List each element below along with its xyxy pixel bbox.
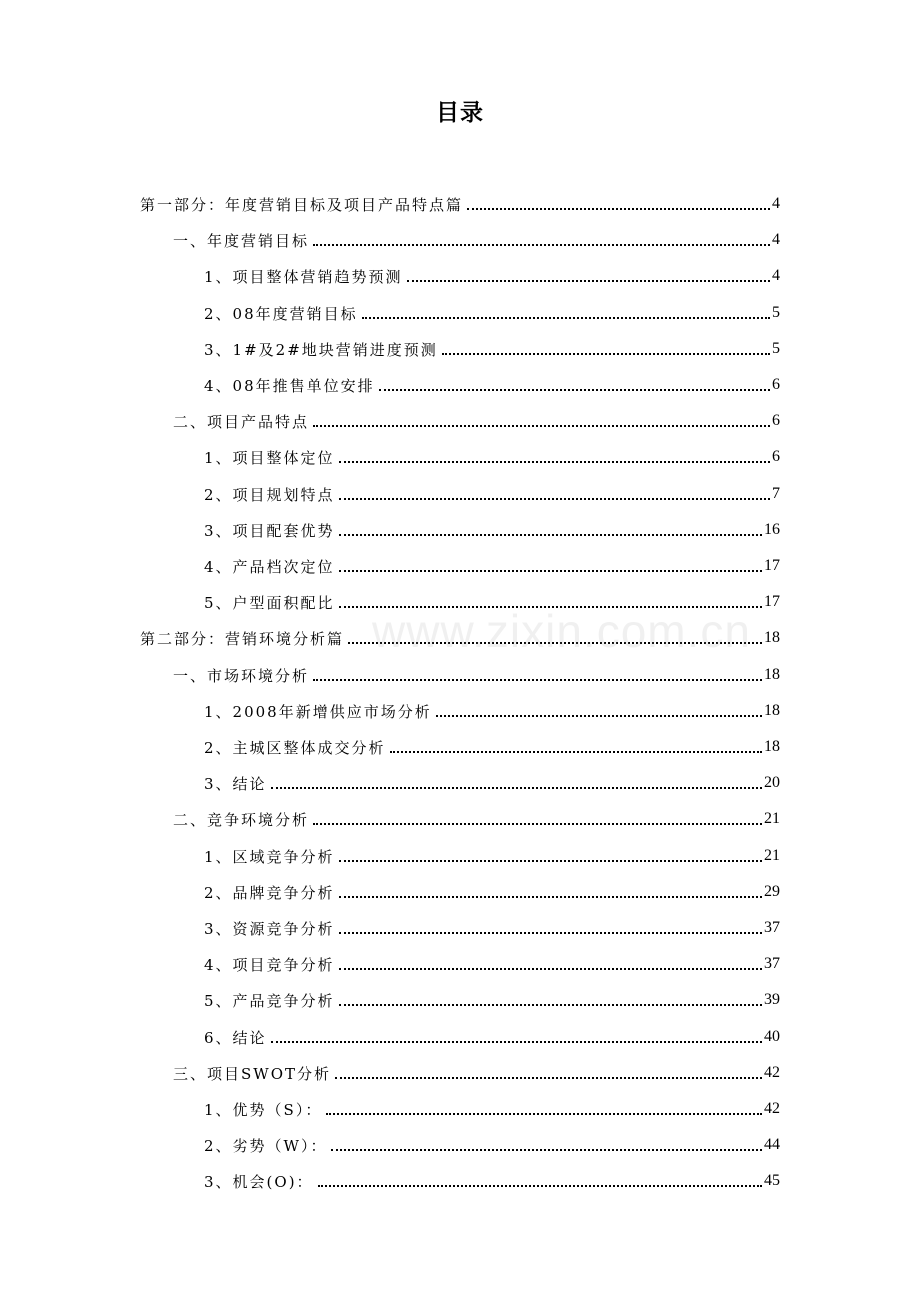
toc-page-number: 18 bbox=[764, 666, 780, 683]
toc-entry-label: 1、区域竞争分析 bbox=[204, 847, 335, 866]
toc-dot-leader bbox=[339, 932, 762, 934]
toc-entry[interactable] bbox=[204, 946, 780, 982]
toc-entry[interactable] bbox=[173, 1055, 780, 1091]
toc-entry[interactable] bbox=[204, 729, 780, 765]
toc-entry[interactable] bbox=[204, 476, 780, 512]
toc-page-number: 18 bbox=[764, 702, 780, 719]
toc-entry[interactable] bbox=[204, 258, 780, 294]
toc-dot-leader bbox=[339, 968, 762, 970]
toc-dot-leader bbox=[335, 1077, 762, 1079]
toc-entry-label: 2、主城区整体成交分析 bbox=[204, 738, 386, 757]
toc-dot-leader bbox=[467, 208, 770, 210]
toc-dot-leader bbox=[271, 1041, 762, 1043]
toc-page-number: 16 bbox=[764, 521, 780, 538]
toc-dot-leader bbox=[318, 1185, 762, 1187]
toc-entry-label: 4、08年推售单位安排 bbox=[204, 376, 375, 395]
toc-entry[interactable] bbox=[204, 1091, 780, 1127]
toc-dot-leader bbox=[313, 425, 770, 427]
toc-dot-leader bbox=[339, 534, 762, 536]
toc-entry-label: 一、市场环境分析 bbox=[173, 666, 310, 685]
toc-page-number: 4 bbox=[772, 231, 780, 248]
toc-page-number: 7 bbox=[772, 485, 780, 502]
toc-page-number: 39 bbox=[764, 991, 780, 1008]
toc-entry[interactable] bbox=[204, 295, 780, 331]
toc-entry-label: 1、项目整体定位 bbox=[204, 448, 335, 467]
toc-entry-label: 第二部分：营销环境分析篇 bbox=[140, 629, 345, 648]
toc-page-number: 42 bbox=[764, 1064, 780, 1081]
toc-page-number: 4 bbox=[772, 267, 780, 284]
toc-page-number: 21 bbox=[764, 847, 780, 864]
toc-entry[interactable] bbox=[204, 584, 780, 620]
toc-entry[interactable] bbox=[204, 874, 780, 910]
toc-entry[interactable] bbox=[204, 512, 780, 548]
toc-entry[interactable] bbox=[173, 801, 780, 837]
toc-page-number: 18 bbox=[764, 738, 780, 755]
toc-entry[interactable] bbox=[204, 693, 780, 729]
toc-entry-label: 6、结论 bbox=[204, 1028, 267, 1047]
toc-page-number: 44 bbox=[764, 1136, 780, 1153]
toc-dot-leader bbox=[313, 823, 762, 825]
toc-page-number: 5 bbox=[772, 304, 780, 321]
toc-dot-leader bbox=[331, 1149, 762, 1151]
toc-entry[interactable] bbox=[204, 910, 780, 946]
toc-dot-leader bbox=[339, 896, 762, 898]
toc-page-number: 5 bbox=[772, 340, 780, 357]
toc-entry[interactable] bbox=[204, 838, 780, 874]
toc-entry-label: 1、2008年新增供应市场分析 bbox=[204, 702, 432, 721]
toc-entry-label: 第一部分：年度营销目标及项目产品特点篇 bbox=[140, 195, 464, 214]
toc-dot-leader bbox=[271, 787, 762, 789]
toc-entry[interactable] bbox=[173, 657, 780, 693]
toc-entry[interactable] bbox=[140, 186, 780, 222]
toc-entry-label: 2、劣势（W）： bbox=[204, 1136, 328, 1155]
toc-entry-label: 三、项目SWOT分析 bbox=[173, 1064, 331, 1083]
toc-entry-label: 二、项目产品特点 bbox=[173, 412, 310, 431]
toc-entry-label: 3、资源竞争分析 bbox=[204, 919, 335, 938]
toc-dot-leader bbox=[313, 244, 770, 246]
toc-entry[interactable] bbox=[204, 1019, 780, 1055]
toc-page-number: 45 bbox=[764, 1172, 780, 1189]
toc-dot-leader bbox=[390, 751, 762, 753]
toc-entry[interactable] bbox=[204, 1127, 780, 1163]
toc-page-number: 17 bbox=[764, 557, 780, 574]
toc-page-number: 37 bbox=[764, 955, 780, 972]
toc-page-number: 6 bbox=[772, 448, 780, 465]
toc-page-number: 20 bbox=[764, 774, 780, 791]
toc-dot-leader bbox=[407, 280, 770, 282]
toc-page-number: 42 bbox=[764, 1100, 780, 1117]
toc-entry-label: 一、年度营销目标 bbox=[173, 231, 310, 250]
toc-entry-label: 4、产品档次定位 bbox=[204, 557, 335, 576]
toc-dot-leader bbox=[379, 389, 770, 391]
toc-entry-label: 1、优势（S）： bbox=[204, 1100, 323, 1119]
toc-entry-label: 3、1#及2#地块营销进度预测 bbox=[204, 340, 438, 359]
toc-entry[interactable] bbox=[204, 1163, 780, 1199]
toc-entry[interactable] bbox=[173, 222, 780, 258]
toc-dot-leader bbox=[339, 1004, 762, 1006]
page-title: 目录 bbox=[436, 100, 484, 126]
toc-page-number: 21 bbox=[764, 810, 780, 827]
toc-page-number: 40 bbox=[764, 1028, 780, 1045]
toc-dot-leader bbox=[436, 715, 762, 717]
toc-entry[interactable] bbox=[204, 982, 780, 1018]
toc-entry-label: 二、竞争环境分析 bbox=[173, 810, 310, 829]
toc-entry-label: 5、产品竞争分析 bbox=[204, 991, 335, 1010]
toc-dot-leader bbox=[339, 860, 762, 862]
toc-entry[interactable] bbox=[204, 367, 780, 403]
toc-entry-label: 2、品牌竞争分析 bbox=[204, 883, 335, 902]
toc-entry-label: 2、项目规划特点 bbox=[204, 485, 335, 504]
toc-dot-leader bbox=[326, 1113, 762, 1115]
toc-page-number: 4 bbox=[772, 195, 780, 212]
toc-dot-leader bbox=[339, 570, 762, 572]
toc-entry[interactable] bbox=[173, 403, 780, 439]
toc-dot-leader bbox=[339, 606, 762, 608]
toc-entry-label: 2、08年度营销目标 bbox=[204, 304, 358, 323]
toc-dot-leader bbox=[348, 642, 762, 644]
toc-entry[interactable] bbox=[204, 548, 780, 584]
toc-dot-leader bbox=[442, 353, 770, 355]
toc-page-number: 6 bbox=[772, 376, 780, 393]
toc-dot-leader bbox=[362, 317, 770, 319]
toc-entry-label: 3、结论 bbox=[204, 774, 267, 793]
toc-page-number: 37 bbox=[764, 919, 780, 936]
toc-dot-leader bbox=[339, 498, 770, 500]
toc-page-number: 18 bbox=[764, 629, 780, 646]
toc-entry-label: 1、项目整体营销趋势预测 bbox=[204, 267, 403, 286]
toc-entry-label: 5、户型面积配比 bbox=[204, 593, 335, 612]
toc-entry[interactable] bbox=[204, 765, 780, 801]
toc-page-number: 17 bbox=[764, 593, 780, 610]
toc-entry[interactable] bbox=[204, 439, 780, 475]
toc-dot-leader bbox=[339, 461, 770, 463]
toc-page-number: 29 bbox=[764, 883, 780, 900]
toc-page-number: 6 bbox=[772, 412, 780, 429]
toc-entry[interactable] bbox=[140, 620, 780, 656]
toc-entry-label: 3、项目配套优势 bbox=[204, 521, 335, 540]
toc-dot-leader bbox=[313, 679, 762, 681]
toc-entry-label: 3、机会(O)： bbox=[204, 1172, 314, 1191]
toc-entry-label: 4、项目竞争分析 bbox=[204, 955, 335, 974]
watermark: www.zixin.com.cn bbox=[372, 605, 751, 657]
toc-entry[interactable] bbox=[204, 331, 780, 367]
